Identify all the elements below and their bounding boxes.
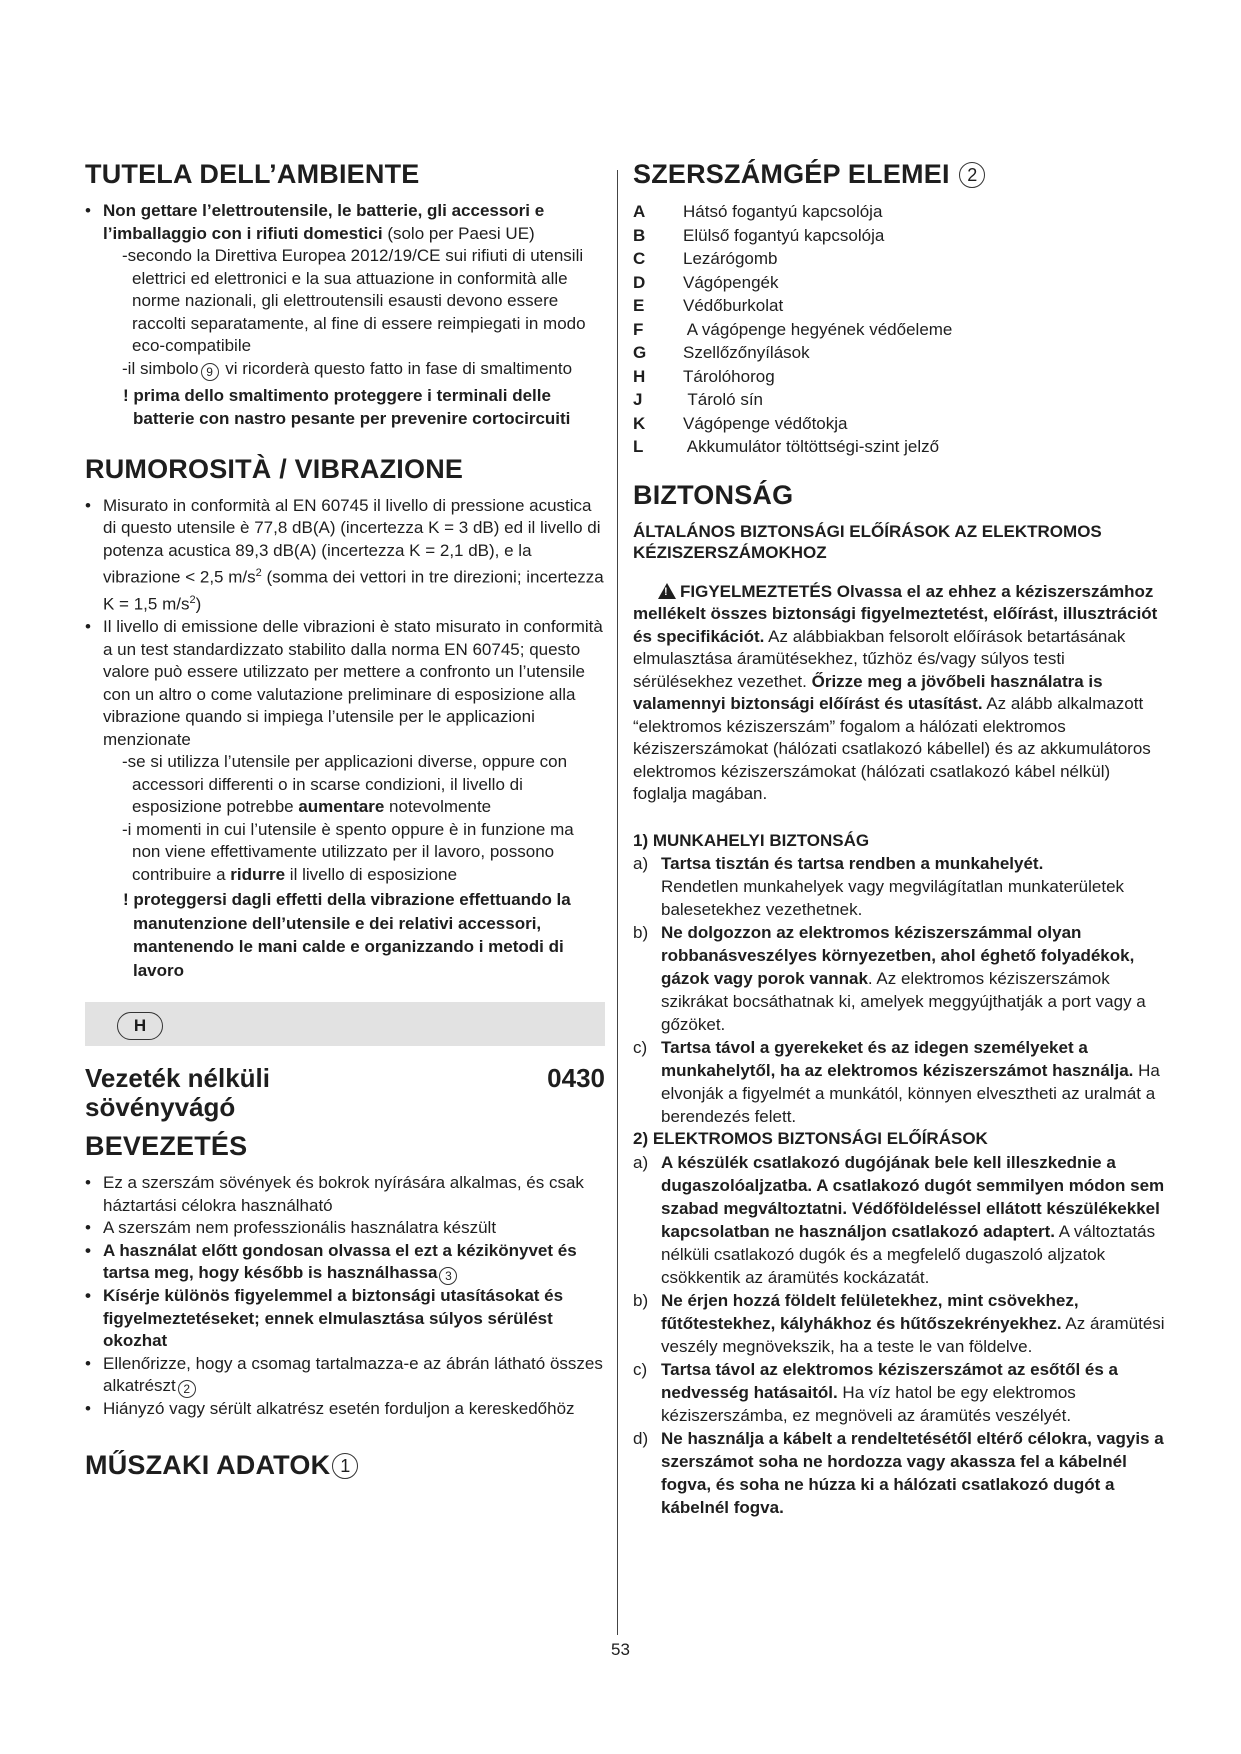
parts-item	[633, 341, 1165, 365]
parts-item-label: Hátsó fogantyú kapcsolója	[683, 202, 883, 221]
parts-item	[633, 365, 1165, 389]
rule-label: b)	[633, 923, 649, 942]
parts-item-label: Szellőzőnyílások	[683, 343, 810, 362]
noise-b1-sup: 2	[255, 567, 262, 579]
parts-item-key: K	[633, 413, 646, 433]
noise-b1-sup2: 2	[189, 594, 196, 607]
intro-bullet-4: • Kísérje különös figyelemmel a biztonsági utasításokat és figyelmeztetéseket; ennek elmulasztása súlyos sérülést okozhat	[85, 1285, 605, 1353]
parts-title	[633, 158, 1165, 190]
parts-item	[633, 200, 1165, 224]
rule-2a-bold: A készülék csatlakozó dugójának bele kell illeszkednie a dugaszolóaljzatba. A csatlakozó dugót semmilyen módon sem szabad megváltoztatni. Védőföldeléssel ellátott készülékekkel kapcsolatban ne használjon csatlakozó adaptert.	[661, 1152, 1165, 1241]
parts-item-key: G	[633, 343, 647, 362]
parts-item-key: A	[633, 202, 646, 221]
noise-sub2	[85, 819, 605, 887]
rule-label: b)	[633, 1290, 649, 1310]
noise-b1-text2: (somma dei vettori in tre direzioni; incertezza K = 1,5 m/s	[103, 567, 604, 614]
rule-2c-text: Ha víz hatol be egy elektromos kéziszerszámba, ez megnöveli az áramütés veszélyét.	[661, 1382, 1076, 1425]
rule-2c-bold: Tartsa távol az elektromos kéziszerszámot az esőtől és a nedvesség hatásaitól.	[661, 1359, 1118, 1402]
env-bullet-bold: Non gettare l’elettroutensile, le batterie, gli accessori e l’imballaggio con i rifiuti domestici	[103, 201, 545, 243]
tech-title-text: MŰSZAKI ADATOK	[85, 1449, 331, 1480]
product-name-line-1: Vezeték nélküli	[85, 1063, 270, 1094]
env-list	[85, 200, 605, 245]
ref-2-icon: 2	[959, 162, 985, 188]
noise-bullet-2: • Il livello di emissione delle vibrazioni è stato misurato in conformità a un test standardizzato stabilito dalla norma EN 60745; questo valore può essere utilizzato per mettere a confronto un l’utensile con un altro o come valutazione preliminare di esposizione alla vibrazione quando si impiega l’utensile per le applicazioni menzionate	[85, 616, 605, 751]
parts-item-key: E	[633, 296, 645, 315]
left-column	[85, 158, 605, 1491]
intro-bullet-3-text: A használat előtt gondosan olvassa el ezt a kézikönyvet és tartsa meg, hogy később is használhassa	[103, 1240, 577, 1283]
rule-2d	[633, 1427, 1165, 1519]
rule-2b	[633, 1289, 1165, 1358]
rule-1a-bold: Tartsa tisztán és tartsa rendben a munkahelyét.	[661, 854, 1044, 873]
rule-2b-bold: Ne érjen hozzá földelt felületekhez, mint csövekhez, fűtőtestekhez, kályhákhoz és hűtőszekrényekhez.	[661, 1290, 1079, 1333]
parts-item	[633, 294, 1165, 318]
noise-sub2-bold: ridurre	[230, 864, 286, 884]
env-sub1: -secondo la Direttiva Europea 2012/19/CE sui rifiuti di utensili elettrici ed elettronici e la sua attuazione in conformità alle norme nazionali, gli elettroutensili esausti devono essere raccolti separatamente, al fine di essere reimpiegati in modo eco-compatibile	[122, 246, 586, 355]
parts-item-label: Tárolóhorog	[683, 366, 775, 386]
intro-bullet-5	[85, 1353, 605, 1399]
rule-label: d)	[633, 1428, 649, 1448]
parts-item-key: H	[633, 366, 646, 386]
env-sub2	[85, 358, 605, 381]
parts-item	[633, 271, 1165, 295]
noise-title: RUMOROSITÀ / VIBRAZIONE	[85, 453, 464, 484]
noise-b1-text3: )	[195, 594, 202, 614]
right-column	[633, 158, 1165, 1519]
intro-bullet-5-text: Ellenőrizze, hogy a csomag tartalmazza-e az ábrán látható összes alkatrészt	[103, 1353, 603, 1396]
env-sub2-text-end: vi ricorderà questo fatto in fase di smaltimento	[220, 358, 573, 378]
rule-1a-text: Rendetlen munkahelyek vagy megvilágítatlan munkaterületek balesetekhez vezethetnek.	[661, 877, 1125, 919]
noise-sub1	[85, 751, 605, 819]
rule-1b	[633, 921, 1165, 1036]
parts-item-label: Tároló sín	[683, 390, 764, 409]
intro-title: BEVEZETÉS	[85, 1131, 248, 1162]
parts-list	[633, 200, 1165, 459]
safety-subhead: ÁLTALÁNOS BIZTONSÁGI ELŐÍRÁSOK AZ ELEKTROMOS KÉZISZERSZÁMOKHOZ	[633, 521, 1102, 562]
rule-label: a)	[633, 854, 649, 873]
rule-2d-bold: Ne használja a kábelt a rendeltetésétől eltérő célokra, vagyis a szerszámot soha ne hordozza vagy akassza fel a kábelnél fogva, és soha ne húzza ki a hálózati csatlakozó dugót a kábelnél fogva.	[661, 1428, 1164, 1517]
noise-warning: ! proteggersi dagli effetti della vibrazione effettuando la manutenzione dell’utensile e dei relativi accessori, mantenendo le mani calde e organizzando i metodi di lavoro	[123, 890, 571, 980]
parts-item-key: L	[633, 437, 644, 456]
env-sub2-text: -il simbolo	[122, 358, 199, 378]
language-bar	[85, 1002, 605, 1046]
noise-sub2-end: il livello di esposizione	[285, 864, 458, 884]
parts-item-label: Elülső fogantyú kapcsolója	[683, 225, 885, 245]
ref-1-icon: 1	[332, 1453, 358, 1479]
rule-1b-bold: Ne dolgozzon az elektromos kéziszerszámmal olyan robbanásveszélyes környezetben, ahol éghető folyadékok, gázok vagy porok vannak	[661, 923, 1135, 988]
section-1-heading: 1) MUNKAHELYI BIZTONSÁG	[633, 830, 870, 850]
parts-item-label: Vágópengék	[683, 272, 779, 292]
rule-label: c)	[633, 1359, 648, 1379]
noise-sub2-text: -i momenti in cui l’utensile è spento oppure è in funzione ma non viene effettivamente utilizzato per il lavoro, possono contribuire a	[122, 819, 574, 884]
safety-title: BIZTONSÁG	[633, 479, 794, 510]
tech-title	[85, 1449, 605, 1481]
rule-2a-text: A változtatás nélküli csatlakozó dugók és a megfelelő dugaszoló aljzatok csökkentik az áramütés kockázatát.	[661, 1221, 1156, 1287]
rule-1a	[633, 852, 1165, 921]
safety-warn-text1: Az alábbiakban felsorolt előírások betartásának elmulasztása áramütésekhez, tűzhöz és/vagy súlyos testi sérülésekhez vezethet.	[633, 626, 1126, 691]
noise-sub1-bold: aumentare	[298, 797, 385, 817]
safety-warn-text2: Az alább alkalmazott “elektromos kéziszerszám” fogalom a hálózati elektromos kéziszerszámokat (hálózati csatlakozó kábellel) és az akkumulátoros elektromos kéziszerszámokat (hálózati csatlakozó kábel nélkül) foglalja magában.	[633, 694, 1151, 803]
intro-bullet-6: • Hiányzó vagy sérült alkatrész esetén forduljon a kereskedőhöz	[85, 1398, 605, 1421]
parts-item-key: F	[633, 319, 644, 339]
product-name	[85, 1064, 270, 1122]
rule-2c	[633, 1358, 1165, 1427]
env-warning: ! prima dello smaltimento proteggere i terminali delle batterie con nastro pesante per prevenire cortocircuiti	[123, 385, 571, 428]
intro-bullet-3	[85, 1240, 605, 1286]
product-title	[85, 1064, 605, 1122]
env-bullet	[85, 200, 605, 245]
ref-3-icon: 3	[439, 1267, 457, 1285]
safety-warning-paragraph	[633, 581, 1165, 806]
language-badge: H	[117, 1012, 163, 1040]
noise-bullet-1	[85, 495, 605, 617]
ref-9-icon: 9	[201, 363, 219, 381]
ref-2-icon: 2	[178, 1380, 196, 1398]
parts-item	[633, 388, 1165, 412]
rule-1c-text: Ha elvonják a figyelmét a munkától, könnyen elvesztheti az uralmát a berendezés felett.	[661, 1061, 1160, 1126]
env-bullet-rest: (solo per Paesi UE)	[382, 223, 535, 243]
rule-2a	[633, 1151, 1165, 1289]
rule-1b-text: . Az elektromos kéziszerszámok szikrákat bocsáthatnak ki, amelyek meggyújthatják a port vagy a gőzöket.	[661, 969, 1146, 1034]
safety-warn-bold2: Őrizze meg a jövőbeli használatra is valamennyi biztonsági előírást és utasítást.	[633, 671, 1103, 713]
noise-list	[85, 495, 605, 752]
product-code: 0430	[547, 1063, 605, 1094]
warning-triangle-icon	[658, 583, 676, 599]
page-number: 53	[611, 1640, 630, 1659]
parts-item	[633, 318, 1165, 342]
parts-item-label: Védőburkolat	[683, 296, 784, 315]
section-2-heading: 2) ELEKTROMOS BIZTONSÁGI ELŐÍRÁSOK	[633, 1129, 988, 1148]
parts-item	[633, 435, 1165, 459]
parts-item-key: C	[633, 249, 646, 268]
parts-item-label: Akkumulátor töltöttségi-szint jelző	[683, 437, 940, 456]
rule-1c	[633, 1036, 1165, 1128]
rule-2b-text: Az áramütési veszély megnövekszik, ha a teste le van földelve.	[661, 1313, 1165, 1356]
intro-bullet-2: • A szerszám nem professzionális használatra készült	[85, 1217, 605, 1240]
product-name-line-2: sövényvágó	[85, 1092, 236, 1123]
parts-item	[633, 224, 1165, 248]
intro-list	[85, 1172, 605, 1421]
parts-item-key: D	[633, 272, 646, 292]
parts-item	[633, 412, 1165, 436]
env-title: TUTELA DELL’AMBIENTE	[85, 159, 420, 189]
parts-item-key: B	[633, 225, 646, 245]
intro-bullet-1: • Ez a szerszám sövények és bokrok nyírására alkalmas, és csak háztartási célokra használható	[85, 1172, 605, 1217]
safety-warn-bold: FIGYELMEZTETÉS Olvassa el az ehhez a kéziszerszámhoz mellékelt összes biztonsági figyelmeztetést, előírást, illusztrációt és specifikációt.	[633, 581, 1158, 646]
parts-title-text: SZERSZÁMGÉP ELEMEI	[633, 159, 950, 189]
parts-item	[633, 247, 1165, 271]
parts-item-label: A vágópenge hegyének védőeleme	[683, 319, 953, 339]
noise-sub1-end: notevolmente	[384, 797, 492, 817]
column-divider	[617, 170, 618, 1635]
noise-sub1-text: -se si utilizza l’utensile per applicazioni diverse, oppure con accessori differenti o in scarse condizioni, il livello di esposizione potrebbe	[122, 752, 568, 817]
noise-b1-text: Misurato in conformità al EN 60745 il livello di pressione acustica di questo utensile è 77,8 dB(A) (incertezza K = 3 dB) ed il livello di potenza acustica 89,3 dB(A) (incertezza K = 2,1 dB), e la vibrazione < 2,5 m/s	[103, 495, 601, 587]
parts-item-label: Vágópenge védőtokja	[683, 413, 848, 433]
rule-1c-bold: Tartsa távol a gyerekeket és az idegen személyeket a munkahelytől, ha az elektromos kéziszerszámot használja.	[661, 1038, 1134, 1080]
parts-item-key: J	[633, 390, 643, 409]
parts-item-label: Lezárógomb	[683, 249, 778, 268]
rule-label: a)	[633, 1152, 649, 1172]
rule-label: c)	[633, 1038, 648, 1057]
